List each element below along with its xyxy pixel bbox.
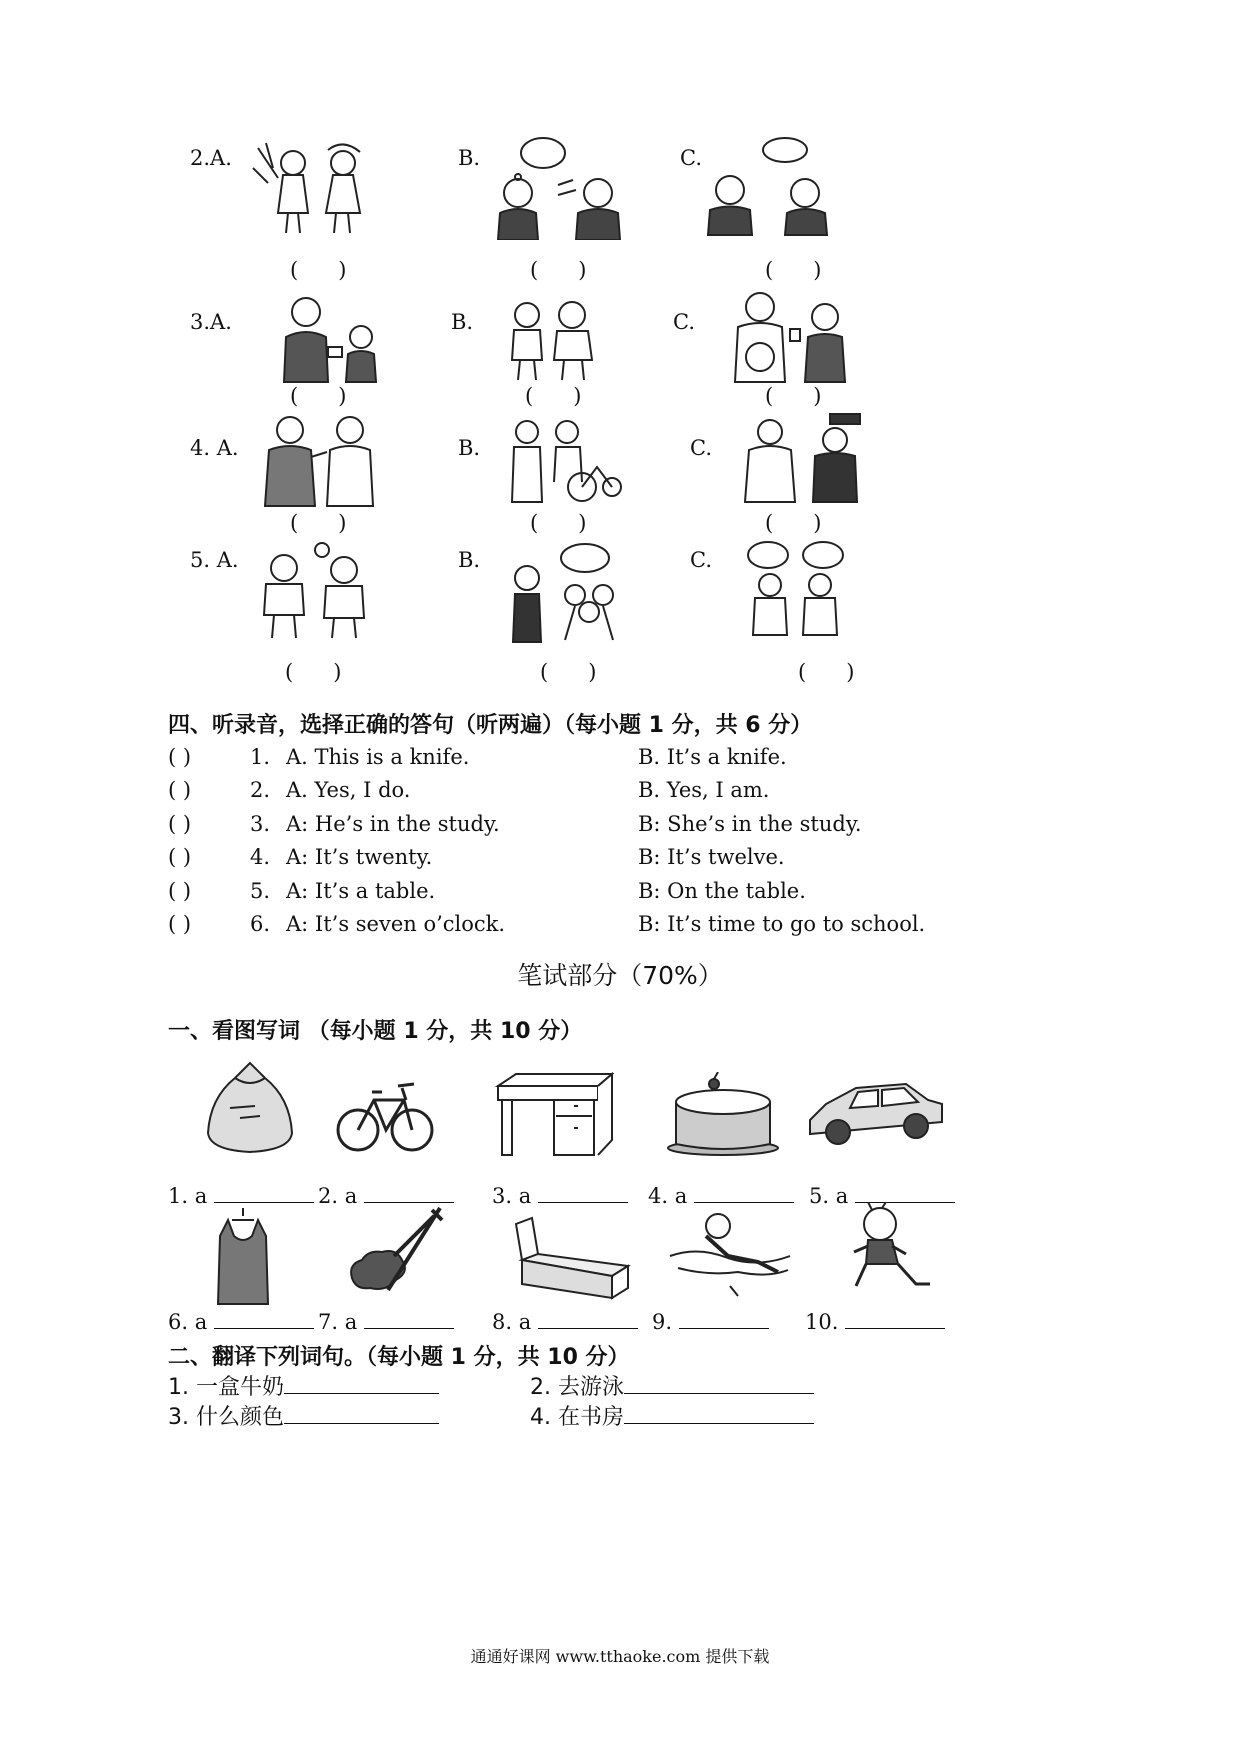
question-number: 4.: [250, 845, 271, 869]
row-2-label-b: B.: [458, 146, 481, 170]
answer-bracket[interactable]: ( ): [525, 384, 582, 408]
answer-bracket[interactable]: ( ): [798, 660, 855, 684]
row-4-label-b: B.: [458, 436, 481, 460]
vest-icon: [210, 1206, 276, 1306]
page-footer: 通通好课网 www.tthaoke.com 提供下载: [470, 1647, 770, 1666]
answer-blank[interactable]: [284, 1373, 439, 1394]
boys-with-ball-picture: [502, 295, 604, 383]
option-b: B: On the table.: [638, 879, 806, 903]
desk-icon: [494, 1070, 614, 1158]
option-b: B: It’s time to go to school.: [638, 912, 926, 936]
item-label: 4. a: [648, 1184, 688, 1208]
item-label: 3. 什么颜色: [168, 1405, 284, 1430]
fill-item: [648, 1182, 794, 1208]
fill-item: [168, 1182, 314, 1208]
answer-bracket[interactable]: ( ): [285, 660, 342, 684]
row-3-label-b: B.: [451, 310, 474, 334]
answer-blank[interactable]: [624, 1403, 814, 1424]
item-label: 8. a: [492, 1310, 532, 1334]
answer-bracket[interactable]: ( ): [168, 912, 192, 936]
translation-item: [530, 1400, 814, 1431]
answer-blank[interactable]: [364, 1308, 454, 1329]
answer-bracket[interactable]: ( ): [765, 384, 822, 408]
item-label: 2. a: [318, 1184, 358, 1208]
people-greeting-picture: [255, 412, 385, 508]
option-b: B. It’s a knife.: [638, 745, 787, 769]
option-b: B. Yes, I am.: [638, 778, 770, 802]
row-4-label-c: C.: [690, 436, 712, 460]
fill-item: [652, 1308, 769, 1334]
woman-giving-gift-picture: [266, 292, 384, 384]
girls-in-wind-picture: [248, 138, 378, 238]
answer-blank[interactable]: [214, 1182, 314, 1203]
option-b: B: She’s in the study.: [638, 812, 862, 836]
row-2-label-c: C.: [680, 146, 702, 170]
row-5-label-c: C.: [690, 548, 712, 572]
answer-bracket[interactable]: ( ): [540, 660, 597, 684]
answer-bracket[interactable]: ( ): [168, 879, 192, 903]
kids-thinking-picture: [738, 540, 856, 638]
item-label: 6. a: [168, 1310, 208, 1334]
row-5-label-b: B.: [458, 548, 481, 572]
man-and-boy-picture: [720, 287, 860, 387]
answer-bracket[interactable]: ( ): [290, 384, 347, 408]
fill-item: [805, 1308, 945, 1334]
written-part-title: 笔试部分（70%）: [517, 961, 723, 990]
answer-bracket[interactable]: ( ): [168, 812, 192, 836]
answer-blank[interactable]: [679, 1308, 769, 1329]
translation-item: [530, 1370, 814, 1401]
answer-bracket[interactable]: ( ): [530, 258, 587, 282]
answer-bracket[interactable]: ( ): [765, 511, 822, 535]
option-a: A: It’s twenty.: [286, 845, 433, 869]
teacher-and-kids-picture: [505, 540, 633, 646]
answer-blank[interactable]: [855, 1182, 955, 1203]
violin-icon: [344, 1204, 448, 1294]
item-label: 1. a: [168, 1184, 208, 1208]
option-a: A: It’s a table.: [286, 879, 436, 903]
question-number: 1.: [250, 745, 271, 769]
woman-and-policeman-picture: [735, 412, 865, 504]
answer-blank[interactable]: [624, 1373, 814, 1394]
answer-bracket[interactable]: ( ): [168, 745, 192, 769]
fill-item: [492, 1182, 628, 1208]
question-number: 5.: [250, 879, 271, 903]
answer-blank[interactable]: [214, 1308, 314, 1329]
boys-talking-picture: [700, 135, 840, 240]
item-label: 7. a: [318, 1310, 358, 1334]
question-number: 3.: [250, 812, 271, 836]
row-5-label-a: 5. A.: [190, 548, 239, 572]
answer-blank[interactable]: [538, 1182, 628, 1203]
item-label: 4. 在书房: [530, 1405, 624, 1430]
item-label: 3. a: [492, 1184, 532, 1208]
fill-item: [492, 1308, 638, 1334]
section-4-title: 四、听录音，选择正确的答句（听两遍）（每小题 1 分，共 6 分）: [168, 713, 813, 738]
car-icon: [806, 1076, 946, 1150]
item-label: 9.: [652, 1310, 673, 1334]
option-a: A. Yes, I do.: [286, 778, 411, 802]
answer-blank[interactable]: [364, 1182, 454, 1203]
run-icon: [846, 1202, 936, 1296]
cake-icon: [664, 1072, 782, 1156]
answer-blank[interactable]: [845, 1308, 945, 1329]
row-4-label-a: 4. A.: [190, 436, 239, 460]
answer-bracket[interactable]: ( ): [168, 845, 192, 869]
bike-icon: [334, 1064, 436, 1156]
option-a: A. This is a knife.: [286, 745, 470, 769]
answer-blank[interactable]: [538, 1308, 638, 1329]
swim-icon: [668, 1206, 792, 1300]
answer-bracket[interactable]: ( ): [168, 778, 192, 802]
kids-in-sun-picture: [254, 540, 372, 642]
answer-bracket[interactable]: ( ): [290, 258, 347, 282]
fill-item: [168, 1308, 314, 1334]
row-3-label-c: C.: [673, 310, 695, 334]
question-number: 6.: [250, 912, 271, 936]
answer-bracket[interactable]: ( ): [290, 511, 347, 535]
bed-icon: [512, 1214, 632, 1300]
section-1-title: 一、看图写词 （每小题 1 分，共 10 分）: [168, 1019, 583, 1044]
answer-bracket[interactable]: ( ): [530, 511, 587, 535]
item-label: 2. 去游泳: [530, 1375, 624, 1400]
option-b: B: It’s twelve.: [638, 845, 785, 869]
translation-item: [168, 1370, 439, 1401]
boys-thinking-picture: [488, 135, 638, 240]
answer-blank[interactable]: [694, 1182, 794, 1203]
item-label: 10.: [805, 1310, 839, 1334]
question-number: 2.: [250, 778, 271, 802]
item-label: 1. 一盒牛奶: [168, 1375, 284, 1400]
answer-bracket[interactable]: ( ): [765, 258, 822, 282]
row-2-label-a: 2.A.: [190, 146, 232, 170]
people-with-bicycle-picture: [502, 412, 622, 504]
option-a: A: He’s in the study.: [286, 812, 500, 836]
row-3-label-a: 3.A.: [190, 310, 232, 334]
option-a: A: It’s seven o’clock.: [286, 912, 506, 936]
item-label: 5. a: [809, 1184, 849, 1208]
translation-item: [168, 1400, 439, 1431]
bag-icon: [200, 1058, 300, 1156]
answer-blank[interactable]: [284, 1403, 439, 1424]
fill-item: [318, 1308, 454, 1334]
section-2-title: 二、翻译下列词句。（每小题 1 分，共 10 分）: [168, 1345, 630, 1370]
